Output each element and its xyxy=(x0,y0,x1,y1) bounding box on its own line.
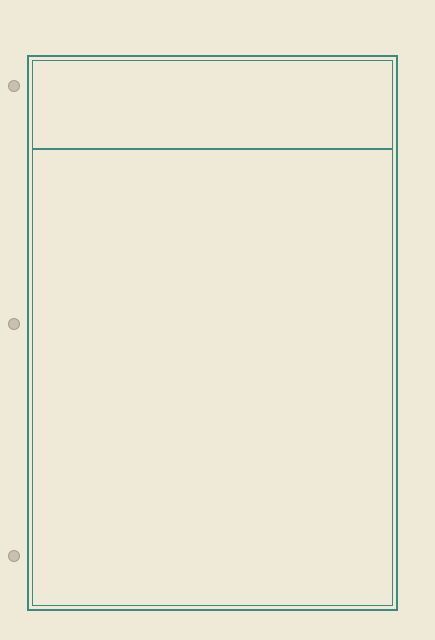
binding-hole xyxy=(8,80,20,92)
header-area xyxy=(32,60,393,150)
binding-hole xyxy=(8,318,20,330)
binding-hole xyxy=(8,550,20,562)
